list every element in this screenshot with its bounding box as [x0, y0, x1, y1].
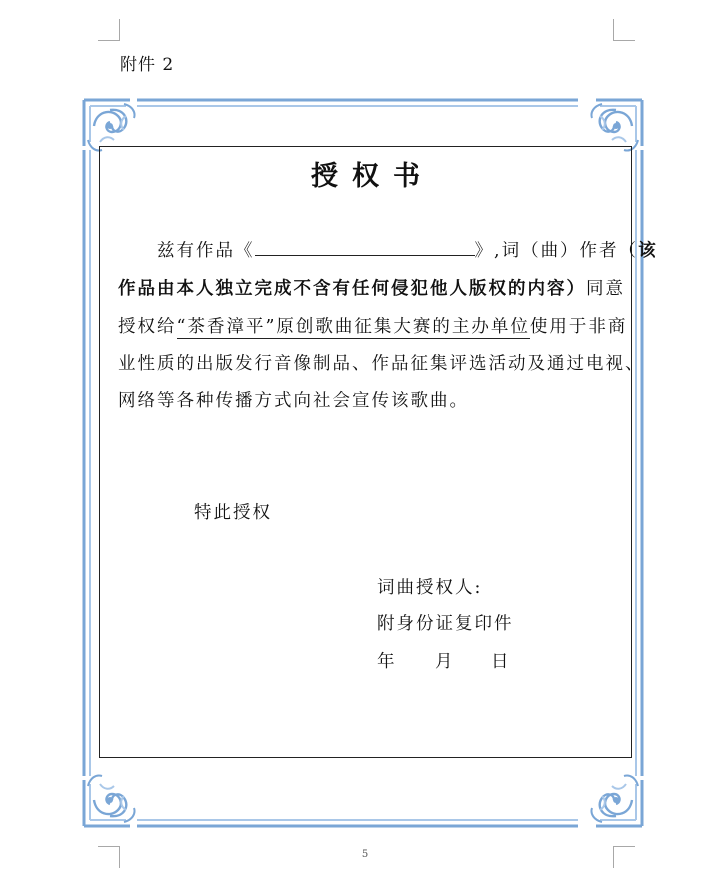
originality-declaration: 作品由本人独立完成不含有任何侵犯他人版权的内容） — [118, 279, 586, 299]
closing-text: 特此授权 — [194, 503, 272, 523]
author-clause: 》,词（曲）作者（ — [474, 241, 639, 261]
usage-text: 使用于非商 — [529, 317, 628, 337]
document-title: 授权书 — [311, 161, 434, 192]
date-line — [377, 648, 511, 673]
authorize-prefix: 授权给 — [118, 317, 177, 337]
body-line-1 — [157, 237, 658, 262]
body-line-4: 业性质的出版发行音像制品、作品征集评选活动及通过电视、 — [118, 354, 645, 374]
year-label: 年 — [377, 652, 397, 672]
attachment-label: 附件 2 — [120, 55, 175, 75]
declaration-start: 该 — [638, 241, 658, 261]
agree-text: 同意 — [586, 279, 625, 299]
id-copy-label: 附身份证复印件 — [377, 614, 514, 634]
body-line-2 — [118, 275, 625, 300]
body-line-3 — [118, 313, 627, 338]
work-prefix: 兹有作品《 — [157, 241, 255, 261]
day-label: 日 — [491, 652, 511, 672]
authorizer-label: 词曲授权人: — [377, 578, 483, 598]
page-number: 5 — [361, 849, 369, 860]
body-line-5: 网络等各种传播方式向社会宣传该歌曲。 — [118, 391, 469, 411]
work-title-blank — [255, 241, 475, 256]
month-label: 月 — [435, 652, 455, 672]
organizer-name: “茶香漳平”原创歌曲征集大赛的主办单位 — [176, 317, 530, 337]
